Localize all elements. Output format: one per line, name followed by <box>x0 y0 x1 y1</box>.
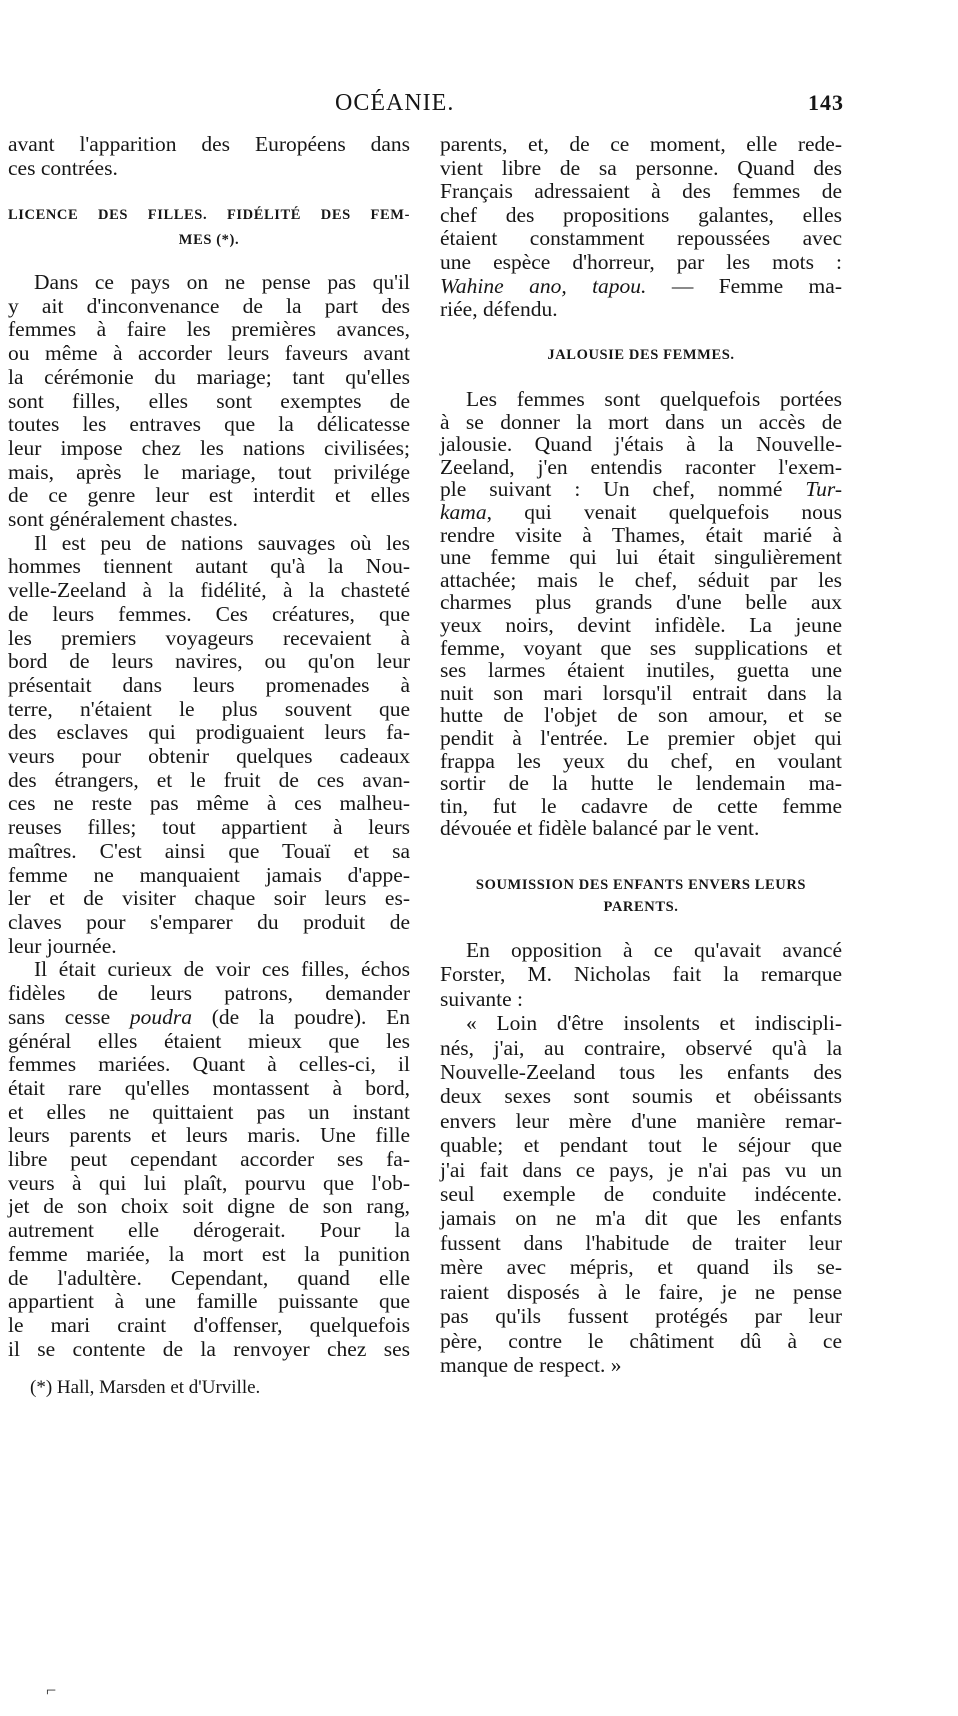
text-line: femmes mariées. Quant à celles-ci, il <box>8 1052 410 1077</box>
text-line: raient disposés à le faire, je ne pense <box>440 1279 842 1304</box>
text-line: frappa les yeux du chef, en voulant <box>440 748 842 773</box>
text-line: Français adressaient à des femmes de <box>440 179 842 204</box>
text-line: pas qu'ils fussent protégés par leur <box>440 1304 842 1329</box>
section-heading <box>440 344 842 366</box>
text-line: des étrangers, et le fruit de ces avan- <box>8 767 410 792</box>
text-line: y ait d'inconvenance de la part des <box>8 293 410 318</box>
text-line: bord de leurs navires, ou qu'on leur <box>8 649 410 674</box>
text-line: charmes plus grands d'une belle aux <box>440 590 842 615</box>
text-line: attachée; mais le chef, séduit par les <box>440 567 842 592</box>
paragraph <box>440 938 842 1011</box>
left-column-text <box>8 133 410 180</box>
text-line: velle-Zeeland à la fidélité, à la chasteté <box>8 578 410 603</box>
running-title: OCÉANIE. <box>335 90 455 116</box>
text-line: rendre visite à Thames, était marié à <box>440 522 842 547</box>
text-line: Zeeland, j'en entendis raconter l'exem- <box>440 454 842 479</box>
text-line: parents, et, de ce moment, elle rede- <box>440 132 842 156</box>
text-line: toutes les entraves que la délicatesse <box>8 412 410 437</box>
text-line: seul exemple de conduite indécente. <box>440 1182 842 1207</box>
text-line: ces ne reste pas même à ces malheu- <box>8 791 410 816</box>
text-line: claves pour s'emparer du produit de <box>8 909 410 934</box>
italic-text: kama <box>440 499 487 524</box>
text-line: veurs à qui lui plaît, pourvu que l'ob- <box>8 1170 410 1195</box>
text-line: père, contre le châtiment dû à ce <box>440 1328 842 1353</box>
text-line: hommes tiennent autant qu'à la Nou- <box>8 554 410 579</box>
text-line: En opposition à ce qu'avait avancé <box>466 938 842 962</box>
text-line: avant l'apparition des Européens dans <box>8 132 410 156</box>
text-line: général elles étaient mieux que les <box>8 1028 410 1053</box>
section-heading <box>8 203 410 253</box>
scan-mark: ⌐ <box>46 1680 57 1700</box>
text-segment: , qui venait quelquefois nous <box>486 499 842 524</box>
text-line: la cérémonie du mariage; tant qu'elles <box>8 364 410 389</box>
text-line: étaient constamment repoussées avec <box>440 226 842 251</box>
text-line: femme ne manquaient jamais d'appe- <box>8 862 410 887</box>
text-line: reuses filles; tout appartient à leurs <box>8 815 410 840</box>
text-segment: — Femme ma- <box>646 273 842 298</box>
text-line: vient libre de sa personne. Quand des <box>440 155 842 180</box>
text-line: terre, n'étaient le plus souvent que <box>8 696 410 721</box>
text-line: Dans ce pays on ne pense pas qu'il <box>34 270 410 294</box>
right-column-heading <box>440 344 842 366</box>
text-line: de l'adultère. Cependant, quand elle <box>8 1265 410 1290</box>
text-line: les premiers voyageurs recevaient à <box>8 625 410 650</box>
text-line: une espèce d'horreur, par les mots : <box>440 249 842 274</box>
left-column-heading <box>8 203 410 253</box>
text-line: dévouée et fidèle balancé par le vent. <box>440 816 760 841</box>
text-line: hutte de l'objet de son amour, et se <box>440 703 842 728</box>
footnote <box>8 1376 410 1400</box>
left-column-footnote <box>8 1376 410 1400</box>
text-line: libre peut cependant accorder ses fa- <box>8 1147 410 1172</box>
text-line: fidèles de leurs patrons, demander <box>8 981 410 1006</box>
paragraph <box>440 388 842 840</box>
text-line: leur journée. <box>8 933 117 958</box>
right-column-text <box>440 133 842 322</box>
text-line: suivante : <box>440 986 523 1011</box>
text-line: et elles ne quittaient pas un instant <box>8 1099 410 1124</box>
text-line: chef des propositions galantes, elles <box>440 202 842 227</box>
text-line: fussent dans l'habitude de traiter leur <box>440 1230 842 1255</box>
text-line: autrement elle dérogerait. Pour la <box>8 1218 410 1243</box>
text-line: riée, défendu. <box>440 297 558 322</box>
text-line <box>440 478 842 501</box>
paragraph <box>8 271 410 532</box>
text-line: pendit à l'entrée. Le premier objet qui <box>440 725 842 750</box>
text-line: jalousie. Quand j'étais à la Nouvelle- <box>440 432 842 457</box>
text-line: mère avec mépris, et quand ils se- <box>440 1255 842 1280</box>
text-line <box>440 275 842 299</box>
text-line: veurs pour obtenir quelques cadeaux <box>8 744 410 769</box>
text-line: manque de respect. » <box>440 1352 622 1377</box>
text-line: PARENTS. <box>603 899 679 915</box>
text-line: « Loin d'être insolents et indiscipli- <box>466 1011 842 1036</box>
text-line: de ce genre leur est interdit et elles <box>8 483 410 508</box>
right-column-text <box>440 388 842 840</box>
text-line: LICENCE DES FILLES. FIDÉLITÉ DES FEM- <box>8 207 410 223</box>
paragraph <box>8 133 410 180</box>
italic-text: Wahine ano, tapou. <box>440 273 647 298</box>
text-line: nés, j'ai, au contraire, observé qu'à la <box>440 1035 842 1060</box>
paragraph <box>440 133 842 322</box>
text-segment: ple suivant : Un chef, nommé <box>440 477 806 502</box>
text-line <box>440 501 842 524</box>
text-segment: (de la poudre). En <box>191 1004 411 1029</box>
text-line: quable; et pendant tout le séjour que <box>440 1133 842 1158</box>
text-line: deux sexes sont soumis et obéissants <box>440 1084 842 1109</box>
text-line: maîtres. C'est ainsi que Touaï et sa <box>8 838 410 863</box>
paragraph <box>8 532 410 959</box>
text-line: sont généralement chastes. <box>8 507 238 532</box>
text-line: jet de son choix soit digne de son rang, <box>8 1194 410 1219</box>
text-line: leurs parents et leurs maris. Une fille <box>8 1123 410 1148</box>
text-line: tin, fut le cadavre de cette femme <box>440 793 842 818</box>
text-line: Les femmes sont quelquefois portées <box>466 387 842 411</box>
text-line: MES (*). <box>178 232 240 248</box>
paragraph <box>8 958 410 1361</box>
text-line: Il était curieux de voir ces filles, échos <box>34 957 410 982</box>
text-line: femme mariée, la mort est la punition <box>8 1241 410 1266</box>
text-line: ces contrées. <box>8 155 118 180</box>
text-line: ler et de visiter chaque soir leurs es- <box>8 886 410 911</box>
italic-text: poudra <box>129 1004 192 1029</box>
text-line: yeux noirs, devint infidèle. La jeune <box>440 612 842 637</box>
text-line: de leurs femmes. Ces créatures, que <box>8 601 410 626</box>
section-heading <box>440 874 842 918</box>
text-line: Nouvelle-Zeeland tous les enfants des <box>440 1060 842 1085</box>
text-line: sont filles, elles sont exemptes de <box>8 388 410 413</box>
text-line: JALOUSIE DES FEMMES. <box>547 347 735 363</box>
text-line: des esclaves qui prodiguaient leurs fa- <box>8 720 410 745</box>
text-line: sortir de la hutte le lendemain ma- <box>440 771 842 796</box>
text-line: le mari craint d'offenser, quelquefois <box>8 1312 410 1337</box>
text-line: à se donner la mort dans un accès de <box>440 409 842 434</box>
text-line: était rare qu'elles montassent à bord, <box>8 1075 410 1100</box>
page-number: 143 <box>808 90 844 115</box>
text-line: nuit son mari lorsqu'il entrait dans la <box>440 680 842 705</box>
right-column-text <box>440 938 842 1377</box>
italic-text: Tur- <box>805 477 842 502</box>
text-line: Il est peu de nations sauvages où les <box>34 530 410 555</box>
text-line: j'ai fait dans ce pays, je n'ai pas vu un <box>440 1157 842 1182</box>
text-line: mais, après le mariage, tout privilége <box>8 459 410 484</box>
text-line: ou même à accorder leurs faveurs avant <box>8 341 410 366</box>
text-line: SOUMISSION DES ENFANTS ENVERS LEURS <box>475 877 807 893</box>
text-line: appartient à une famille puissante que <box>8 1289 410 1314</box>
text-line: présentait dans leurs promenades à <box>8 672 410 697</box>
text-line: ses larmes étaient inutiles, guetta une <box>440 658 842 683</box>
text-line: Forster, M. Nicholas fait la remarque <box>440 962 842 987</box>
text-line: (*) Hall, Marsden et d'Urville. <box>30 1377 261 1398</box>
text-line: leur impose chez les nations civilisées; <box>8 435 410 460</box>
paragraph <box>440 1011 842 1377</box>
text-line: envers leur mère d'une manière remar- <box>440 1108 842 1133</box>
text-segment: sans cesse <box>8 1004 130 1029</box>
text-line: jamais on ne m'a dit que les enfants <box>440 1206 842 1231</box>
text-line: il se contente de la renvoyer chez ses <box>8 1336 410 1361</box>
text-line: une femme qui lui était singulièrement <box>440 545 842 570</box>
text-line: femme, voyant que ses supplications et <box>440 635 842 660</box>
text-line <box>8 1006 410 1030</box>
text-line: femmes à faire les premières avances, <box>8 317 410 342</box>
right-column-heading <box>440 874 842 918</box>
left-column-text <box>8 271 410 1361</box>
